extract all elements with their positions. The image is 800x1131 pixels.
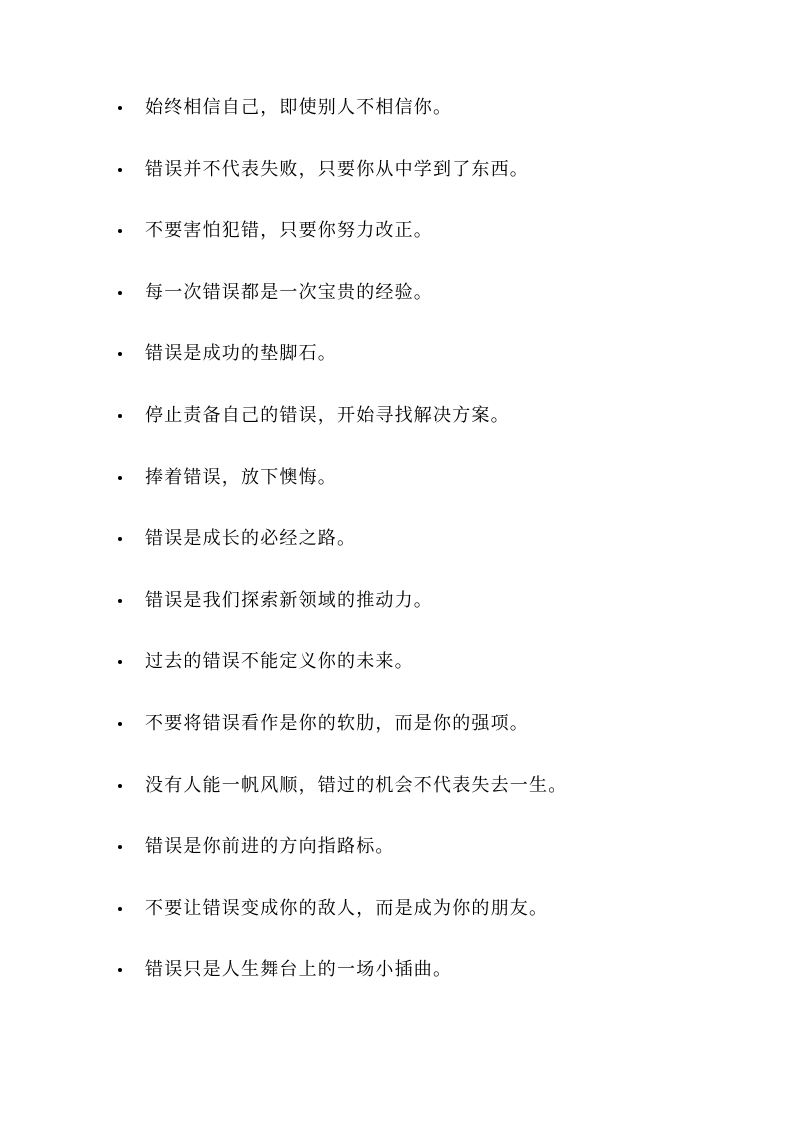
list-item: [118, 586, 758, 648]
bullet-icon: [118, 599, 122, 603]
quote-text: 错误是我们探索新领域的推动力。: [145, 589, 433, 611]
quote-text: 捧着错误，放下懊悔。: [145, 466, 337, 488]
list-item: [118, 155, 758, 217]
list-item: [118, 955, 758, 1017]
quote-text: 每一次错误都是一次宝贵的经验。: [145, 281, 433, 303]
list-item: [118, 93, 758, 155]
list-item: [118, 339, 758, 401]
list-item: [118, 771, 758, 833]
list-item: [118, 894, 758, 956]
list-item: [118, 709, 758, 771]
bullet-icon: [118, 476, 122, 480]
quote-text: 不要让错误变成你的敌人，而是成为你的朋友。: [145, 897, 549, 919]
list-item: [118, 216, 758, 278]
list-item: [118, 832, 758, 894]
quote-list: [118, 93, 758, 1017]
bullet-icon: [118, 968, 122, 972]
list-item: [118, 401, 758, 463]
bullet-icon: [118, 106, 122, 110]
list-item: [118, 647, 758, 709]
list-item: [118, 278, 758, 340]
list-item: [118, 524, 758, 586]
quote-text: 错误只是人生舞台上的一场小插曲。: [145, 959, 453, 981]
bullet-icon: [118, 722, 122, 726]
bullet-icon: [118, 907, 122, 911]
quote-text: 错误是你前进的方向指路标。: [145, 836, 395, 858]
bullet-icon: [118, 537, 122, 541]
bullet-icon: [118, 660, 122, 664]
quote-text: 不要害怕犯错，只要你努力改正。: [145, 220, 433, 242]
bullet-icon: [118, 845, 122, 849]
quote-text: 不要将错误看作是你的软肋，而是你的强项。: [145, 712, 529, 734]
quote-text: 始终相信自己，即使别人不相信你。: [145, 97, 453, 118]
bullet-icon: [118, 229, 122, 233]
quote-text: 停止责备自己的错误，开始寻找解决方案。: [145, 404, 510, 426]
quote-text: 错误并不代表失败，只要你从中学到了东西。: [145, 158, 529, 180]
bullet-icon: [118, 291, 122, 295]
quote-text: 错误是成功的垫脚石。: [145, 343, 337, 365]
bullet-icon: [118, 168, 122, 172]
quote-text: 没有人能一帆风顺，错过的机会不代表失去一生。: [145, 774, 568, 796]
bullet-icon: [118, 352, 122, 356]
quote-text: 错误是成长的必经之路。: [145, 528, 357, 550]
quote-text: 过去的错误不能定义你的未来。: [145, 651, 414, 673]
bullet-icon: [118, 784, 122, 788]
bullet-icon: [118, 414, 122, 418]
list-item: [118, 463, 758, 525]
